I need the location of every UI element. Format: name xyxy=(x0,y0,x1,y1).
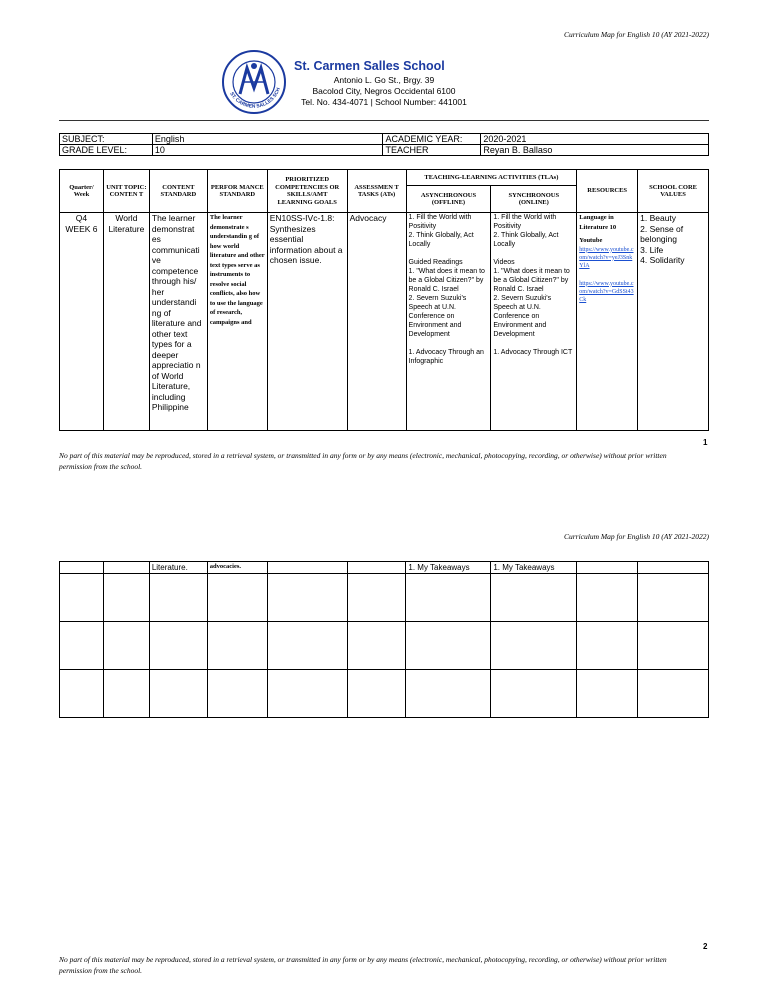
col-unit-topic: UNIT TOPIC: CONTEN T xyxy=(103,170,149,213)
resource-link-1[interactable]: https://www.youtube.com/watch?v=yeJ3SnkYlA xyxy=(579,246,634,269)
cell-asynchronous: 1. Fill the World with Positivity 2. Think Globally, Act Locally Guided Readings 1. "What does it mean to be a Global Citizen?" by Ronald C. Israel 2. Severn Suzuki's Speech at U.N. Conference on Environment and Development 1. Advocacy Through an Infographic xyxy=(406,213,491,431)
page-number-2: 2 xyxy=(703,942,708,951)
col-competencies: PRIORITIZED COMPETENCIES OR SKILLS/AMT LEARNING GOALS xyxy=(267,170,347,213)
cell-sync-takeaways: 1. My Takeaways xyxy=(491,562,577,574)
table-row xyxy=(60,562,709,574)
school-address-line1: Antonio L. Go St., Brgy. 39 xyxy=(333,75,435,85)
cell-core-values: 1. Beauty 2. Sense of belonging 3. Life 4. Solidarity xyxy=(638,213,709,431)
subject-info-table xyxy=(59,133,709,156)
cell-competencies: EN10SS-IVc-1.8: Synthesizes essential information about a chosen issue. xyxy=(267,213,347,431)
svg-text:ST. CARMEN SALLES SCHOOL: ST. CARMEN SALLES SCH xyxy=(228,86,282,110)
academic-year-label: ACADEMIC YEAR: xyxy=(383,134,481,145)
school-address-line2: Bacolod City, Negros Occidental 6100 xyxy=(312,86,456,96)
cell-performance-cont: advocacies. xyxy=(207,562,267,574)
school-contact: Tel. No. 434-4071 | School Number: 441001 xyxy=(301,97,467,107)
school-seal-logo xyxy=(220,48,288,116)
copyright-footer-2: No part of this material may be reproduced, stored in a retrieval system, or transmitted in any form or by any means (electronic, mechanical, photocopying, recording, or otherwise) without prior written permission from the school. xyxy=(59,955,667,975)
col-synchronous: SYNCHRONOUS (ONLINE) xyxy=(491,186,577,213)
teacher-label: TEACHER xyxy=(383,145,481,156)
cell-resources xyxy=(577,213,638,431)
col-resources: RESOURCES xyxy=(577,170,638,213)
col-content-standard: CONTENT STANDARD xyxy=(149,170,207,213)
header-rule xyxy=(59,120,709,121)
col-asynchronous: ASYNCHRONOUS (OFFLINE) xyxy=(406,186,491,213)
cell-content-standard: The learner demonstrat es communicati ve competence through his/ her understandi ng of literature and other text types for a deeper appreciatio n of World Literature, including Philippine xyxy=(149,213,207,431)
cell-content-cont: Literature. xyxy=(149,562,207,574)
subject-label: SUBJECT: xyxy=(60,134,153,145)
curriculum-map-table xyxy=(59,169,709,431)
academic-year-value: 2020-2021 xyxy=(481,134,709,145)
page-header-2: Curriculum Map for English 10 (AY 2021-2022) xyxy=(563,532,709,541)
col-assessment-tasks: ASSESSMEN T TASKS (ATs) xyxy=(347,170,406,213)
teacher-value: Reyan B. Ballaso xyxy=(481,145,709,156)
cell-async-takeaways: 1. My Takeaways xyxy=(406,562,491,574)
col-performance-standard: PERFOR MANCE STANDARD xyxy=(207,170,267,213)
cell-quarter-week: Q4 WEEK 6 xyxy=(60,213,104,431)
grade-level-label: GRADE LEVEL: xyxy=(60,145,153,156)
subject-value: English xyxy=(152,134,383,145)
cell-unit-topic: World Literature xyxy=(103,213,149,431)
resource-link-2[interactable]: https://www.youtube.com/watch?v=GdSSt43Ck xyxy=(579,280,634,303)
cell-synchronous: 1. Fill the World with Positivity 2. Think Globally, Act Locally Videos 1. "What does it mean to be a Global Citizen?" by Ronald C. Israel 2. Severn Suzuki's Speech at U.N. Conference on Environment and Development 1. Advocacy Through ICT xyxy=(491,213,577,431)
col-quarter-week: Quarter/ Week xyxy=(60,170,104,213)
cell-assessment-tasks: Advocacy xyxy=(347,213,406,431)
table-row xyxy=(60,574,709,622)
col-core-values: SCHOOL CORE VALUES xyxy=(638,170,709,213)
page-header: Curriculum Map for English 10 (AY 2021-2022) xyxy=(563,30,709,39)
resource-youtube-label: Youtube xyxy=(579,237,603,244)
copyright-footer-1: No part of this material may be reproduced, stored in a retrieval system, or transmitted in any form or by any means (electronic, mechanical, photocopying, recording, or otherwise) without prior written permission from the school. xyxy=(59,451,667,471)
table-row xyxy=(60,622,709,670)
col-teaching-learning-activities: TEACHING-LEARNING ACTIVITIES (TLAs) xyxy=(406,170,577,186)
school-name: St. Carmen Salles School xyxy=(294,59,445,73)
page-number-1: 1 xyxy=(703,438,708,447)
curriculum-map-table-continued xyxy=(59,561,709,718)
cell-performance-standard: The learner demonstrate s understandin g of how world literature and other text types serve as instruments to resolve social conflicts, also how to use the language of research, campaigns and xyxy=(207,213,267,431)
grade-level-value: 10 xyxy=(152,145,383,156)
resource-book-title: Language in Literature 10 xyxy=(579,214,617,231)
table-row xyxy=(60,670,709,718)
